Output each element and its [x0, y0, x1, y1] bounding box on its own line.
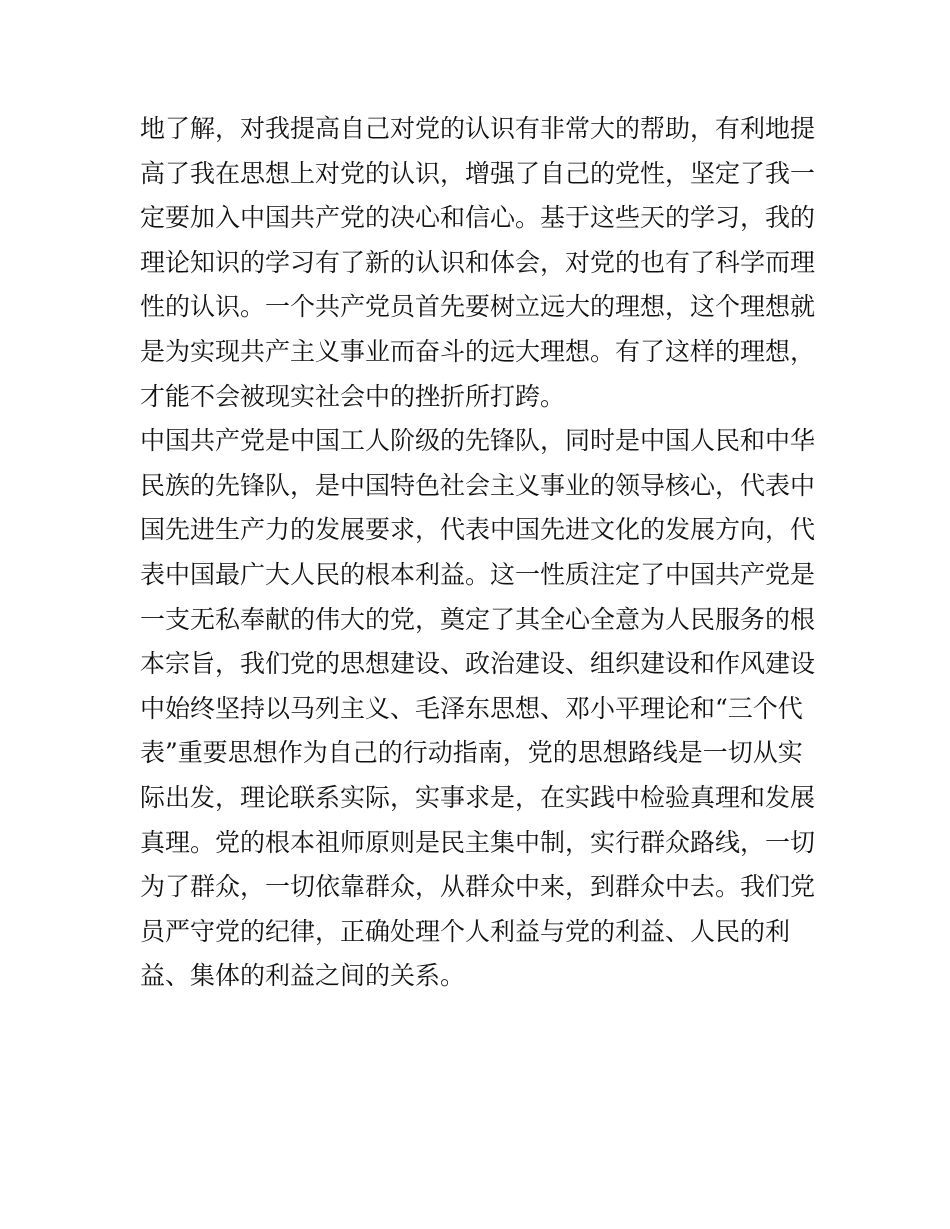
text-line: 益、集体的利益之间的关系。	[140, 961, 466, 991]
text-line: 是为实现共产主义事业而奋斗的远大理想。有了这样的理想，	[140, 336, 816, 366]
text-line: 表”重要思想作为自己的行动指南，党的思想路线是一切从实	[140, 738, 803, 768]
text-line: 中国共产党是中国工人阶级的先锋队，同时是中国人民和中华	[140, 426, 816, 456]
text-line: 理论知识的学习有了新的认识和体会，对党的也有了科学而理	[140, 247, 816, 277]
body-text	[140, 107, 820, 999]
text-line: 中始终坚持以马列主义、毛泽东思想、邓小平理论和“三个代	[140, 693, 803, 723]
text-line: 员严守党的纪律，正确处理个人利益与党的利益、人民的利	[140, 916, 791, 946]
text-line: 地了解，对我提高自己对党的认识有非常大的帮助，有利地提	[140, 114, 816, 143]
text-line: 民族的先锋队，是中国特色社会主义事业的领导核心，代表中	[140, 470, 816, 500]
text-line: 表中国最广大人民的根本利益。这一性质注定了中国共产党是	[140, 559, 816, 589]
text-line: 国先进生产力的发展要求，代表中国先进文化的发展方向，代	[140, 515, 816, 545]
text-line: 际出发，理论联系实际，实事求是，在实践中检验真理和发展	[140, 782, 816, 812]
text-line: 真理。党的根本祖师原则是民主集中制，实行群众路线，一切	[140, 827, 816, 857]
text-line: 本宗旨，我们党的思想建设、政治建设、组织建设和作风建设	[140, 649, 816, 679]
text-line: 性的认识。一个共产党员首先要树立远大的理想，这个理想就	[140, 292, 816, 322]
text-line: 才能不会被现实社会中的挫折所打跨。	[140, 381, 566, 411]
text-line: 定要加入中国共产党的决心和信心。基于这些天的学习，我的	[140, 203, 816, 233]
text-line: 高了我在思想上对党的认识，增强了自己的党性，坚定了我一	[140, 158, 816, 188]
text-line: 一支无私奉献的伟大的党，奠定了其全心全意为人民服务的根	[140, 604, 816, 634]
text-line: 为了群众，一切依靠群众，从群众中来，到群众中去。我们党	[140, 872, 816, 902]
